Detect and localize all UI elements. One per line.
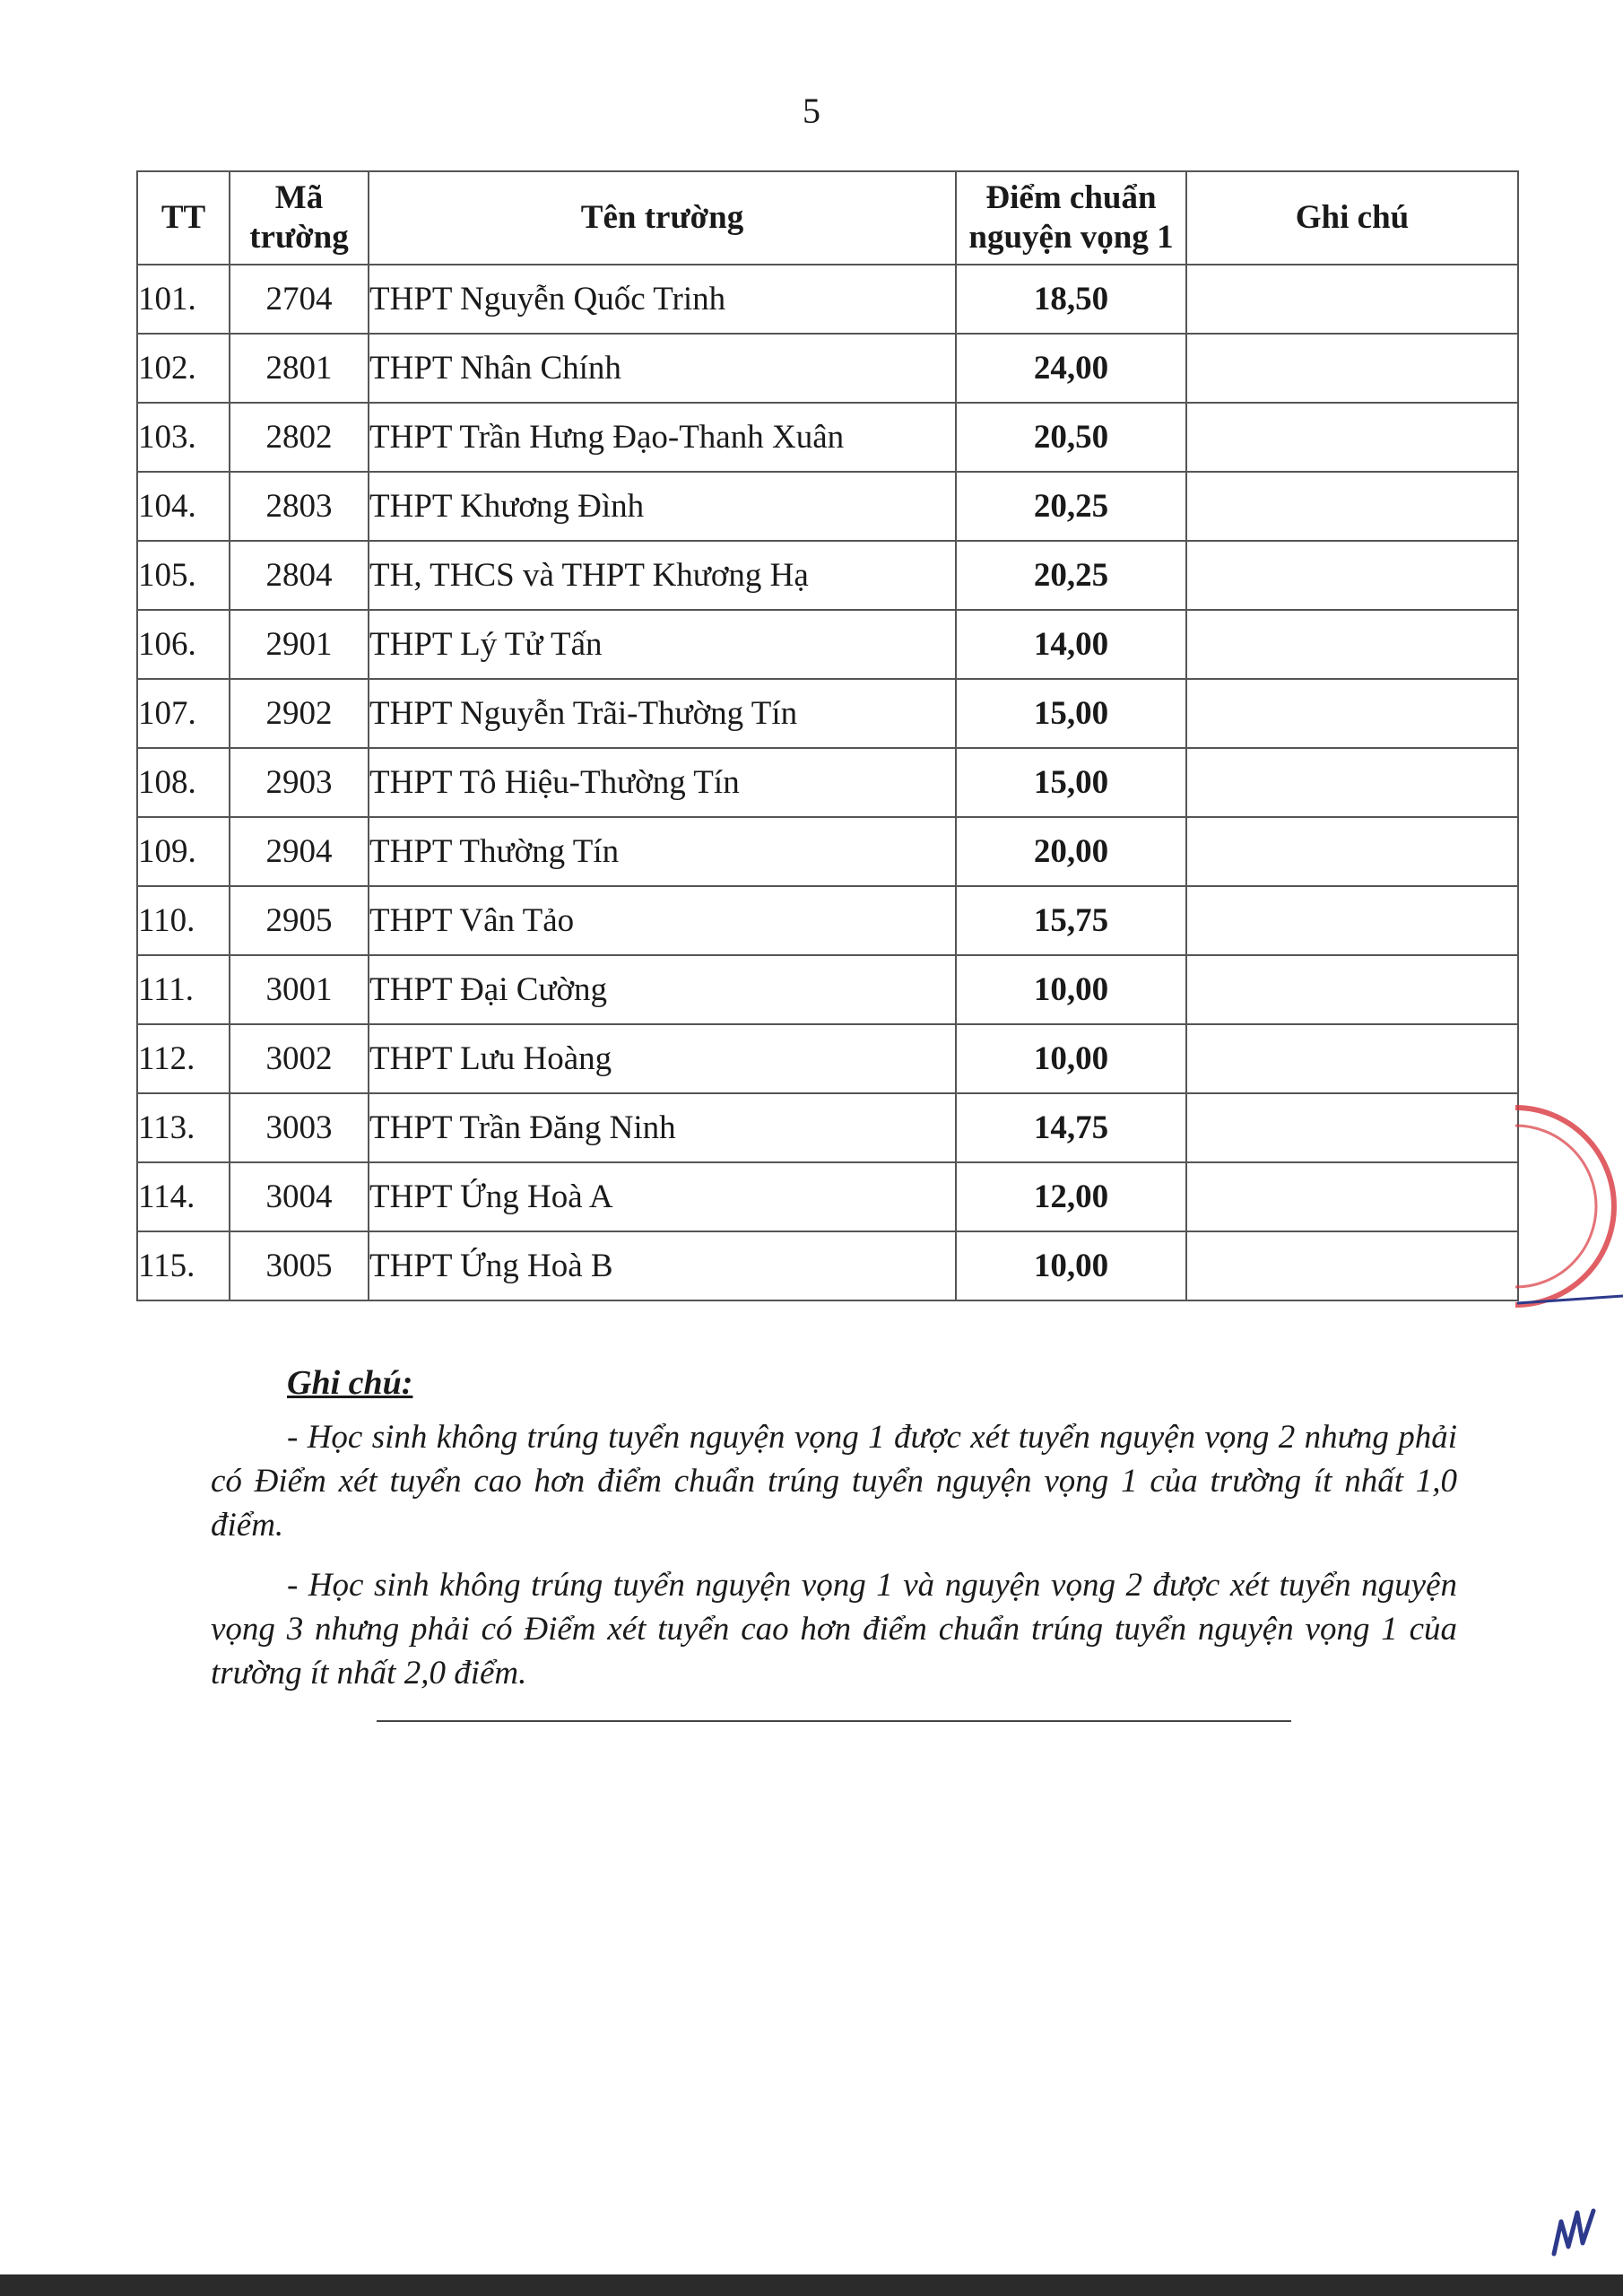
notes-title: Ghi chú: xyxy=(287,1364,413,1402)
row-note xyxy=(1186,610,1518,679)
table-row xyxy=(137,748,1518,817)
row-school-code: 2801 xyxy=(230,334,369,403)
row-note xyxy=(1186,472,1518,541)
admission-score-table xyxy=(136,170,1519,1301)
row-school-name: THPT Thường Tín xyxy=(369,817,956,886)
row-school-code: 2901 xyxy=(230,610,369,679)
row-cutoff-score: 18,50 xyxy=(956,265,1186,334)
row-cutoff-score: 15,00 xyxy=(956,748,1186,817)
header-school-code-line2: trường xyxy=(249,219,349,256)
row-school-code: 2905 xyxy=(230,886,369,955)
row-note xyxy=(1186,265,1518,334)
row-note xyxy=(1186,748,1518,817)
row-cutoff-score: 10,00 xyxy=(956,1231,1186,1300)
row-cutoff-score: 20,25 xyxy=(956,541,1186,610)
row-school-name: THPT Tô Hiệu-Thường Tín xyxy=(369,748,956,817)
table-row xyxy=(137,1024,1518,1093)
row-tt: 109. xyxy=(137,817,230,886)
row-tt: 106. xyxy=(137,610,230,679)
table-row xyxy=(137,1231,1518,1300)
row-school-name: THPT Khương Đình xyxy=(369,472,956,541)
row-cutoff-score: 20,25 xyxy=(956,472,1186,541)
row-school-name: THPT Đại Cường xyxy=(369,955,956,1024)
row-school-name: THPT Lý Tử Tấn xyxy=(369,610,956,679)
handwritten-initials-icon xyxy=(1547,2202,1601,2265)
table-row xyxy=(137,955,1518,1024)
official-seal-icon xyxy=(1515,1099,1623,1314)
row-school-code: 3004 xyxy=(230,1162,369,1231)
header-school-code xyxy=(230,171,369,265)
table-row xyxy=(137,1093,1518,1162)
row-cutoff-score: 15,75 xyxy=(956,886,1186,955)
notes-section xyxy=(211,1363,1457,1711)
table-row xyxy=(137,265,1518,334)
row-note xyxy=(1186,1093,1518,1162)
row-cutoff-score: 10,00 xyxy=(956,1024,1186,1093)
row-school-code: 2903 xyxy=(230,748,369,817)
row-school-name: THPT Vân Tảo xyxy=(369,886,956,955)
header-tt: TT xyxy=(137,171,230,265)
row-school-name: THPT Ứng Hoà B xyxy=(369,1231,956,1300)
row-school-code: 3002 xyxy=(230,1024,369,1093)
row-note xyxy=(1186,955,1518,1024)
row-school-name: THPT Lưu Hoàng xyxy=(369,1024,956,1093)
row-note xyxy=(1186,886,1518,955)
row-cutoff-score: 14,75 xyxy=(956,1093,1186,1162)
row-tt: 111. xyxy=(137,955,230,1024)
row-school-name: THPT Nhân Chính xyxy=(369,334,956,403)
row-cutoff-score: 15,00 xyxy=(956,679,1186,748)
table-row xyxy=(137,817,1518,886)
row-tt: 105. xyxy=(137,541,230,610)
row-school-name: THPT Trần Đăng Ninh xyxy=(369,1093,956,1162)
row-school-code: 3005 xyxy=(230,1231,369,1300)
row-tt: 110. xyxy=(137,886,230,955)
row-school-name: TH, THCS và THPT Khương Hạ xyxy=(369,541,956,610)
row-school-code: 2803 xyxy=(230,472,369,541)
row-cutoff-score: 12,00 xyxy=(956,1162,1186,1231)
row-tt: 114. xyxy=(137,1162,230,1231)
row-cutoff-score: 24,00 xyxy=(956,334,1186,403)
row-school-name: THPT Nguyễn Trãi-Thường Tín xyxy=(369,679,956,748)
row-school-name: THPT Nguyễn Quốc Trinh xyxy=(369,265,956,334)
row-note xyxy=(1186,1231,1518,1300)
table-row xyxy=(137,403,1518,472)
closing-divider xyxy=(377,1720,1291,1722)
row-cutoff-score: 10,00 xyxy=(956,955,1186,1024)
page-number: 5 xyxy=(803,91,820,131)
row-tt: 115. xyxy=(137,1231,230,1300)
row-tt: 104. xyxy=(137,472,230,541)
row-cutoff-score: 14,00 xyxy=(956,610,1186,679)
table-row xyxy=(137,334,1518,403)
row-tt: 108. xyxy=(137,748,230,817)
row-note xyxy=(1186,817,1518,886)
header-cutoff-score-line1: Điểm chuẩn xyxy=(985,178,1157,216)
row-school-name: THPT Trần Hưng Đạo-Thanh Xuân xyxy=(369,403,956,472)
header-school-code-line1: Mã xyxy=(274,178,324,216)
row-note xyxy=(1186,541,1518,610)
row-school-code: 2802 xyxy=(230,403,369,472)
note-item-2: - Học sinh không trúng tuyển nguyện vọng 1 và nguyện vọng 2 được xét tuyển nguyện vọng 3 nhưng phải có Điểm xét tuyển cao hơn điểm chuẩn trúng tuyển nguyện vọng 1 của trường ít nhất 2,0 điểm. xyxy=(211,1567,1457,1692)
row-note xyxy=(1186,334,1518,403)
row-school-code: 2804 xyxy=(230,541,369,610)
row-tt: 107. xyxy=(137,679,230,748)
row-cutoff-score: 20,00 xyxy=(956,817,1186,886)
row-note xyxy=(1186,403,1518,472)
table-row xyxy=(137,610,1518,679)
header-school-name: Tên trường xyxy=(369,171,956,265)
row-tt: 102. xyxy=(137,334,230,403)
table-row xyxy=(137,679,1518,748)
row-school-code: 2904 xyxy=(230,817,369,886)
header-cutoff-score-line2: nguyện vọng 1 xyxy=(968,219,1174,256)
row-school-name: THPT Ứng Hoà A xyxy=(369,1162,956,1231)
row-tt: 101. xyxy=(137,265,230,334)
table-row xyxy=(137,472,1518,541)
row-tt: 103. xyxy=(137,403,230,472)
table-row xyxy=(137,541,1518,610)
row-school-code: 3003 xyxy=(230,1093,369,1162)
table-row xyxy=(137,886,1518,955)
note-item-1: - Học sinh không trúng tuyển nguyện vọng 1 được xét tuyển nguyện vọng 2 nhưng phải có Điểm xét tuyển cao hơn điểm chuẩn trúng tuyển nguyện vọng 1 của trường ít nhất 1,0 điểm. xyxy=(211,1419,1457,1544)
row-note xyxy=(1186,1024,1518,1093)
row-school-code: 2902 xyxy=(230,679,369,748)
header-note: Ghi chú xyxy=(1186,171,1518,265)
row-school-code: 3001 xyxy=(230,955,369,1024)
row-tt: 112. xyxy=(137,1024,230,1093)
row-tt: 113. xyxy=(137,1093,230,1162)
scan-edge-bar xyxy=(0,2274,1623,2296)
row-cutoff-score: 20,50 xyxy=(956,403,1186,472)
table-header-row xyxy=(137,171,1518,265)
row-school-code: 2704 xyxy=(230,265,369,334)
header-cutoff-score xyxy=(956,171,1186,265)
table-row xyxy=(137,1162,1518,1231)
row-note xyxy=(1186,679,1518,748)
row-note xyxy=(1186,1162,1518,1231)
